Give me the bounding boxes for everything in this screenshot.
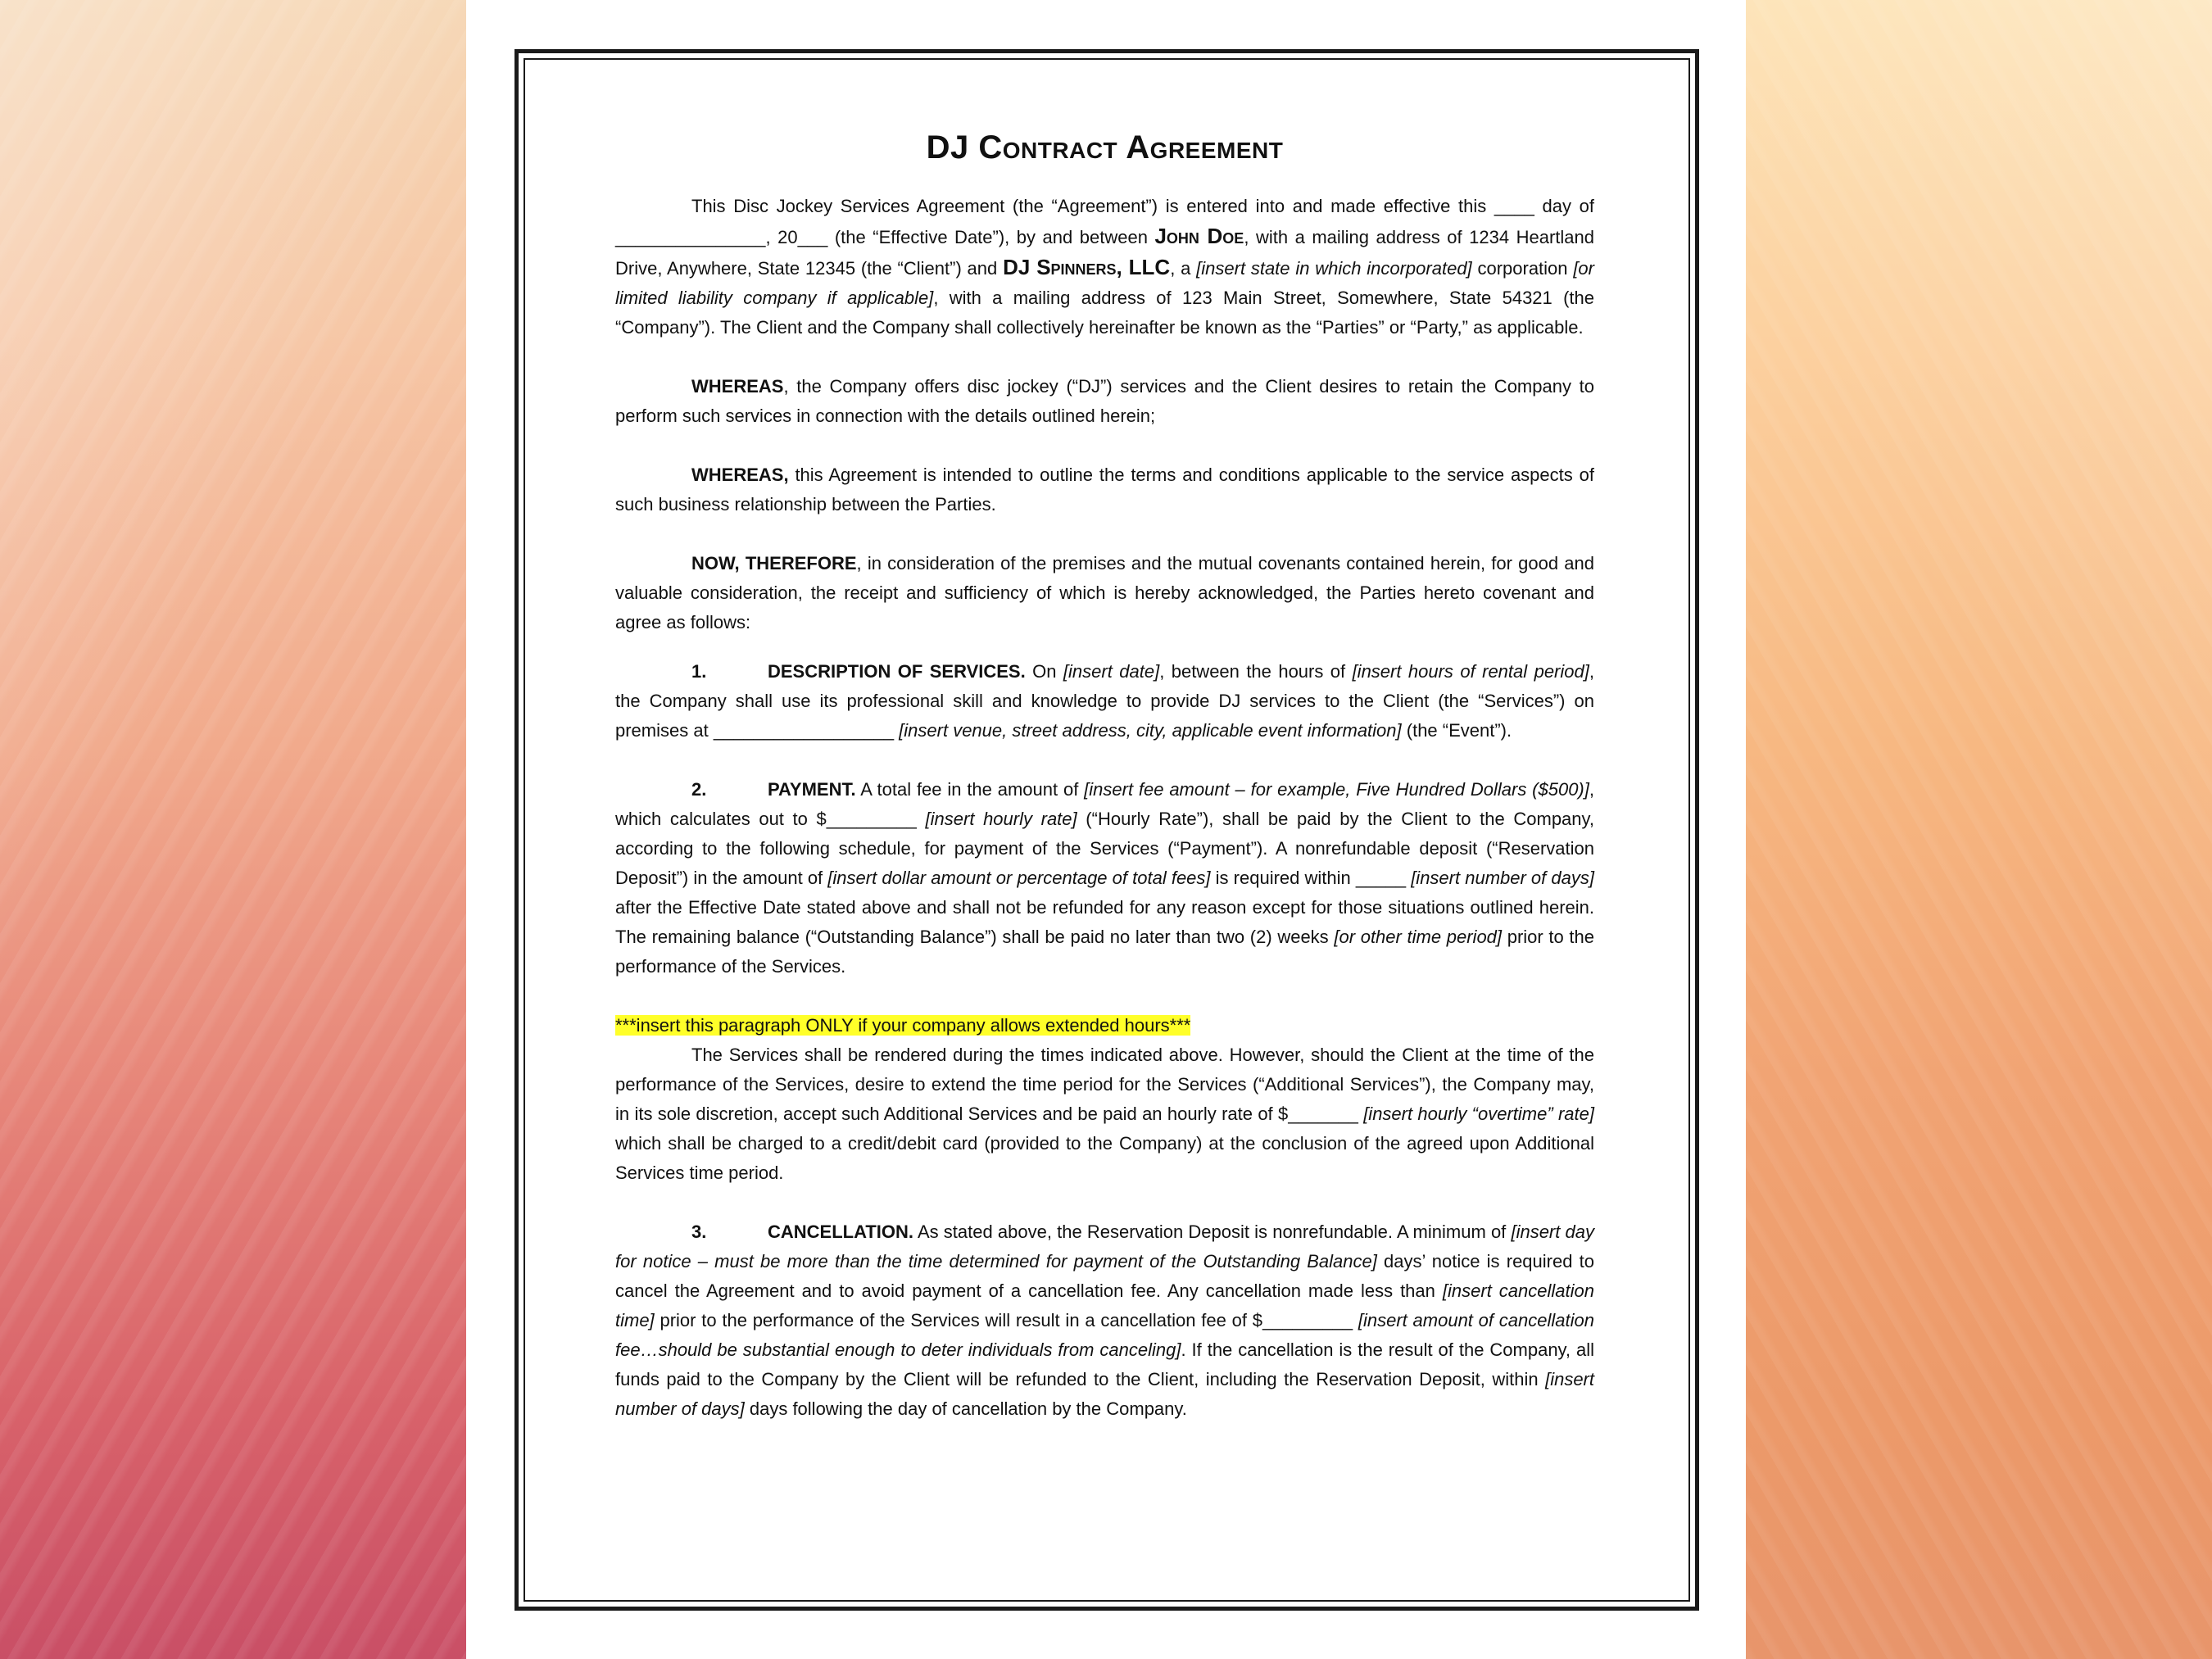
section-cancellation xyxy=(615,1217,1594,1424)
placeholder-text: [insert amount of cancellation fee…should be substantial enough to deter individuals from canceling] xyxy=(615,1310,1594,1360)
background-right-panel xyxy=(1746,0,2212,1659)
placeholder-text: [insert cancellation time] xyxy=(615,1281,1594,1330)
section-heading: PAYMENT. xyxy=(768,779,856,800)
highlighted-note-line xyxy=(615,1011,1594,1040)
intro-text: This Disc Jockey Services Agreement (the “Agreement”) is entered into and made effective this ____ day of _______________, 20___ (the “Effective Date”), by and between xyxy=(615,196,1594,247)
extended-text: The Services shall be rendered during the times indicated above. However, should the Client at the time of the performance of the Services, desire to extend the time period for the Services (“Additional Services”), the Company may, in its sole discretion, accept such Additional Services and be paid an hourly rate of $_______ xyxy=(615,1045,1594,1124)
section-text: On xyxy=(1025,661,1063,682)
intro-text: , with a mailing address of 1234 Heartland Drive, Anywhere, State 12345 (the “Client”) and xyxy=(615,227,1595,279)
whereas-text: this Agreement is intended to outline the terms and conditions applicable to the service aspects of such business relationship between the Parties. xyxy=(615,465,1594,514)
placeholder-text: [insert number of days] xyxy=(615,1369,1594,1419)
section-text: prior to the performance of the Services will result in a cancellation fee of $_________ xyxy=(654,1310,1358,1330)
now-therefore-label: NOW, THEREFORE xyxy=(691,553,857,573)
extended-text: which shall be charged to a credit/debit card (provided to the Company) at the conclusion of the agreed upon Additional Services time period. xyxy=(615,1133,1594,1183)
document-title: DJ Contract Agreement xyxy=(926,129,1284,165)
section-text: after the Effective Date stated above and shall not be refunded for any reason except for those situations outlined herein. The remaining balance (“Outstanding Balance”) shall be paid no later than two (2) weeks xyxy=(615,897,1594,947)
intro-text: corporation xyxy=(1471,258,1574,279)
whereas-paragraph-1 xyxy=(615,372,1594,431)
section-heading: CANCELLATION. xyxy=(768,1222,914,1242)
section-description-of-services xyxy=(615,657,1594,746)
section-number: 3. xyxy=(691,1222,707,1242)
placeholder-text: [insert hourly rate] xyxy=(925,809,1077,829)
placeholder-text: [insert venue, street address, city, applicable event information] xyxy=(899,720,1402,741)
placeholder-text: [insert number of days] xyxy=(1411,868,1594,888)
whereas-label: WHEREAS xyxy=(691,376,784,397)
placeholder-text: [insert dollar amount or percentage of total fees] xyxy=(827,868,1211,888)
section-text: (the “Event”). xyxy=(1401,720,1512,741)
section-text: days following the day of cancellation by the Company. xyxy=(744,1398,1187,1419)
extended-hours-paragraph xyxy=(615,1040,1594,1188)
section-number: 2. xyxy=(691,779,707,800)
intro-text: , with a mailing address of 123 Main Street, Somewhere, State 54321 (the “Company”). The Client and the Company shall collectively hereinafter be known as the “Parties” or “Party,” as applicable. xyxy=(615,288,1594,338)
placeholder-text: [or other time period] xyxy=(1334,927,1503,947)
whereas-label: WHEREAS, xyxy=(691,465,789,485)
document-page xyxy=(466,0,1746,1659)
section-number: 1. xyxy=(691,661,707,682)
placeholder-text: [insert state in which incorporated] xyxy=(1196,258,1472,279)
document-body xyxy=(615,121,1594,1453)
section-text: As stated above, the Reservation Deposit is nonrefundable. A minimum of xyxy=(913,1222,1512,1242)
placeholder-text: [insert hours of rental period] xyxy=(1352,661,1589,682)
section-text: days’ notice is required to cancel the Agreement and to avoid payment of a cancellation fee. Any cancellation made less than xyxy=(615,1251,1594,1301)
intro-text: , a xyxy=(1170,258,1197,279)
placeholder-text: [insert day for notice – must be more than the time determined for payment of the Outstanding Balance] xyxy=(615,1222,1594,1271)
intro-paragraph xyxy=(615,192,1594,342)
section-text: is required within _____ xyxy=(1210,868,1412,888)
whereas-paragraph-2 xyxy=(615,460,1594,519)
section-text: , which calculates out to $_________ xyxy=(615,779,1594,829)
client-name: John Doe xyxy=(1154,224,1244,248)
placeholder-text: [insert fee amount – for example, Five Hundred Dollars ($500)] xyxy=(1084,779,1589,800)
placeholder-text: [or limited liability company if applicable] xyxy=(615,258,1594,308)
section-payment xyxy=(615,775,1594,981)
whereas-text: , the Company offers disc jockey (“DJ”) services and the Client desires to retain the Company to perform such services in connection with the details outlined herein; xyxy=(615,376,1594,426)
section-text: prior to the performance of the Services. xyxy=(615,927,1594,977)
now-therefore-paragraph xyxy=(615,549,1594,637)
section-text: . If the cancellation is the result of the Company, all funds paid to the Company by the Client will be refunded to the Client, including the Reservation Deposit, within xyxy=(615,1339,1595,1389)
section-text: (“Hourly Rate”), shall be paid by the Client to the Company, according to the following schedule, for payment of the Services (“Payment”). A nonrefundable deposit (“Reservation Deposit”) in the amount of xyxy=(615,809,1595,888)
background-left-panel xyxy=(0,0,466,1659)
highlighted-note: ***insert this paragraph ONLY if your company allows extended hours*** xyxy=(615,1015,1191,1036)
now-therefore-text: , in consideration of the premises and the mutual covenants contained herein, for good and valuable consideration, the receipt and sufficiency of which is hereby acknowledged, the Parties hereto covenant and agree as follows: xyxy=(615,553,1594,632)
section-text: , the Company shall use its professional skill and knowledge to provide DJ services to the Client (the “Services”) on premises at __________________ xyxy=(615,661,1594,741)
section-heading: DESCRIPTION OF SERVICES. xyxy=(768,661,1026,682)
placeholder-text: [insert date] xyxy=(1063,661,1160,682)
section-text: , between the hours of xyxy=(1159,661,1353,682)
section-text: A total fee in the amount of xyxy=(855,779,1085,800)
company-name: DJ Spinners, LLC xyxy=(1003,255,1171,279)
placeholder-text: [insert hourly “overtime” rate] xyxy=(1363,1104,1595,1124)
